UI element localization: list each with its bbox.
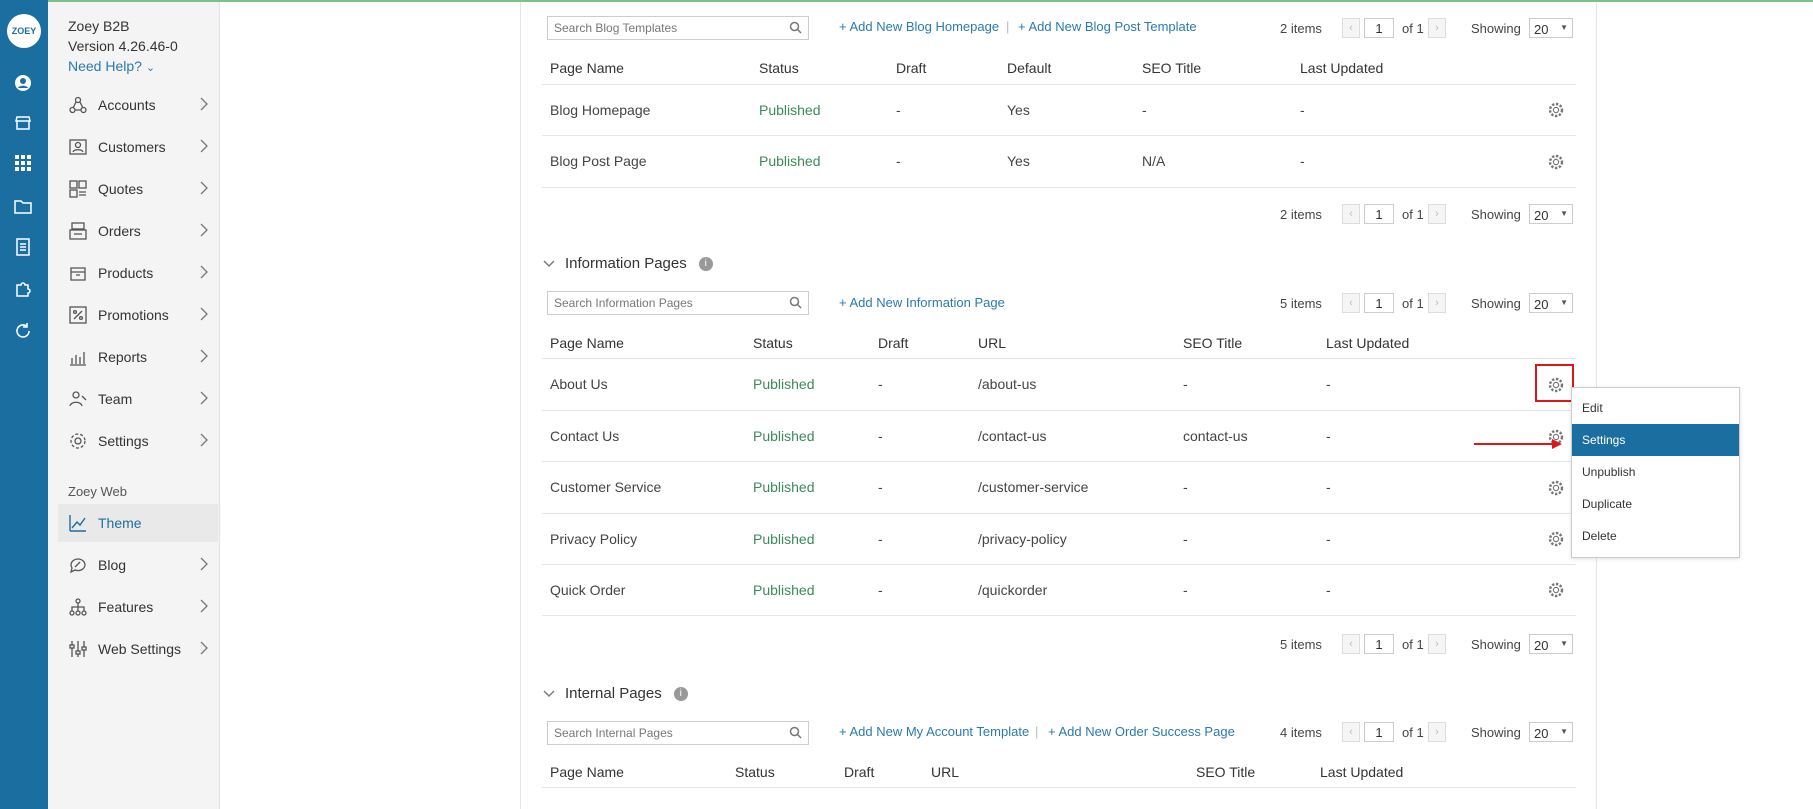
- draft-value: -: [878, 479, 883, 495]
- caret-down-icon: ▼: [1560, 727, 1568, 736]
- showing-label: Showing: [1471, 725, 1521, 740]
- team-icon: [68, 389, 88, 409]
- add-blog-post-template-link[interactable]: + Add New Blog Post Template: [1018, 19, 1197, 34]
- customers-icon: [68, 137, 88, 157]
- url-value: /about-us: [978, 376, 1037, 392]
- chevron-right-icon: [200, 599, 208, 616]
- info-icon[interactable]: i: [674, 687, 688, 701]
- info-pager-top: [1280, 293, 1575, 315]
- caret-down-icon: ▼: [1560, 209, 1568, 218]
- internal-pages-header[interactable]: [543, 685, 688, 702]
- sidebar-item-label: Settings: [98, 433, 149, 449]
- menu-item-duplicate[interactable]: Duplicate: [1582, 497, 1633, 511]
- search-placeholder: Search Blog Templates: [554, 21, 678, 35]
- item-count: 2 items: [1280, 21, 1322, 36]
- seo-title: -: [1183, 479, 1188, 495]
- url-value: /privacy-policy: [978, 531, 1067, 547]
- last-updated: -: [1326, 582, 1331, 598]
- draft-value: -: [896, 102, 901, 118]
- chevron-right-icon: [200, 349, 208, 366]
- per-page-select[interactable]: [1529, 293, 1573, 313]
- showing-label: Showing: [1471, 296, 1521, 311]
- per-page-value: 20: [1534, 208, 1549, 223]
- features-icon: [68, 597, 88, 617]
- last-updated: -: [1326, 479, 1331, 495]
- info-icon[interactable]: i: [699, 257, 713, 271]
- link-separator: |: [1035, 724, 1039, 739]
- folder-icon[interactable]: [12, 196, 34, 218]
- info-pager-bottom: [1280, 634, 1575, 656]
- next-page-button[interactable]: ›: [1428, 204, 1446, 224]
- prev-page-button[interactable]: ‹: [1342, 634, 1360, 654]
- column-header[interactable]: Page Name: [550, 764, 624, 780]
- draft-value: -: [896, 153, 901, 169]
- sidebar-item-label: Theme: [98, 515, 142, 531]
- sidebar-item-label: Customers: [98, 139, 166, 155]
- per-page-select[interactable]: [1529, 634, 1573, 654]
- divider: [542, 187, 1576, 188]
- column-header[interactable]: Draft: [896, 60, 927, 76]
- default-value: Yes: [1007, 153, 1030, 169]
- page-name[interactable]: Blog Homepage: [550, 102, 651, 118]
- icon-rail: [0, 0, 48, 809]
- column-header[interactable]: SEO Title: [1183, 335, 1243, 351]
- sidebar-item-label: Features: [98, 599, 154, 615]
- sidebar-item-team[interactable]: [68, 384, 208, 414]
- sidebar-item-label: Orders: [98, 223, 141, 239]
- theme-icon: [68, 513, 88, 533]
- grid-icon[interactable]: [12, 152, 34, 174]
- sidebar-item-promotions[interactable]: [68, 300, 208, 330]
- sidebar-item-label: Web Settings: [98, 641, 182, 657]
- puzzle-icon[interactable]: [12, 278, 34, 300]
- gear-icon[interactable]: [1547, 153, 1565, 171]
- page-input[interactable]: 1: [1364, 722, 1394, 742]
- page-name[interactable]: Privacy Policy: [550, 531, 638, 547]
- gear-icon[interactable]: [1547, 530, 1565, 548]
- per-page-value: 20: [1534, 22, 1549, 37]
- page-input[interactable]: 1: [1364, 204, 1394, 224]
- sidebar-item-orders[interactable]: [68, 216, 208, 246]
- settings-icon: [68, 431, 88, 451]
- column-header[interactable]: URL: [978, 335, 1007, 351]
- column-header[interactable]: Last Updated: [1326, 335, 1410, 351]
- last-updated: -: [1300, 153, 1305, 169]
- web-settings-icon: [68, 639, 88, 659]
- search-placeholder: Search Internal Pages: [554, 726, 673, 740]
- per-page-select[interactable]: [1529, 722, 1573, 742]
- per-page-value: 20: [1534, 297, 1549, 312]
- column-header[interactable]: Draft: [844, 764, 875, 780]
- next-page-button[interactable]: ›: [1428, 634, 1446, 654]
- column-header[interactable]: Default: [1007, 60, 1052, 76]
- sidebar-item-web-settings[interactable]: [68, 634, 208, 664]
- seo-title: -: [1183, 531, 1188, 547]
- add-order-success-page-link[interactable]: + Add New Order Success Page: [1048, 724, 1235, 739]
- prev-page-button[interactable]: ‹: [1342, 204, 1360, 224]
- menu-item-edit[interactable]: Edit: [1582, 401, 1603, 415]
- seo-title: -: [1183, 376, 1188, 392]
- next-page-button[interactable]: ›: [1428, 722, 1446, 742]
- blog-pager-top: [1280, 18, 1575, 40]
- page-name[interactable]: About Us: [550, 376, 608, 392]
- column-header[interactable]: Status: [753, 335, 793, 351]
- add-blog-homepage-link[interactable]: + Add New Blog Homepage: [839, 19, 1000, 34]
- status-published: Published: [753, 376, 815, 392]
- page-input[interactable]: 1: [1364, 634, 1394, 654]
- per-page-select[interactable]: [1529, 18, 1573, 38]
- divider: [542, 410, 1576, 411]
- store-icon[interactable]: [12, 112, 34, 134]
- divider: [542, 615, 1576, 616]
- section-title: Information Pages: [565, 255, 687, 272]
- search-icon[interactable]: [789, 296, 802, 312]
- sidebar-item-label: Reports: [98, 349, 148, 365]
- showing-label: Showing: [1471, 207, 1521, 222]
- page-total: of 1: [1402, 637, 1424, 652]
- page-input[interactable]: 1: [1364, 293, 1394, 313]
- chevron-right-icon: [200, 391, 208, 408]
- chevron-down-icon[interactable]: [543, 687, 555, 701]
- user-icon[interactable]: [12, 72, 34, 94]
- status-published: Published: [759, 102, 821, 118]
- draft-value: -: [878, 376, 883, 392]
- seo-title: -: [1142, 102, 1147, 118]
- draft-value: -: [878, 531, 883, 547]
- next-page-button[interactable]: ›: [1428, 18, 1446, 38]
- sidebar-item-accounts[interactable]: [68, 90, 208, 120]
- chevron-down-icon[interactable]: [543, 257, 555, 271]
- add-information-page-link[interactable]: + Add New Information Page: [839, 295, 1005, 310]
- zoey-logo[interactable]: ZOEY: [7, 14, 41, 48]
- status-published: Published: [753, 531, 815, 547]
- column-header[interactable]: Draft: [878, 335, 909, 351]
- column-header[interactable]: Status: [735, 764, 775, 780]
- chevron-right-icon: [200, 139, 208, 156]
- chevron-down-icon: ⌄: [145, 62, 156, 74]
- prev-page-button[interactable]: ‹: [1342, 293, 1360, 313]
- sidebar-item-label: Blog: [98, 557, 127, 573]
- per-page-value: 20: [1534, 638, 1549, 653]
- sidebar-item-label: Promotions: [98, 307, 169, 323]
- sidebar-item-label: Products: [98, 265, 154, 281]
- annotation-arrow: [1474, 436, 1564, 452]
- caret-down-icon: ▼: [1560, 23, 1568, 32]
- status-published: Published: [753, 582, 815, 598]
- gear-icon[interactable]: [1547, 581, 1565, 599]
- divider: [542, 135, 1576, 136]
- page-total: of 1: [1402, 725, 1424, 740]
- information-search-input[interactable]: [547, 291, 809, 315]
- accounts-icon: [68, 95, 88, 115]
- promotions-icon: [68, 305, 88, 325]
- url-value: /quickorder: [978, 582, 1048, 598]
- status-published: Published: [753, 428, 815, 444]
- need-help-link[interactable]: [68, 58, 155, 74]
- item-count: 5 items: [1280, 296, 1322, 311]
- next-page-button[interactable]: ›: [1428, 293, 1446, 313]
- gear-icon[interactable]: [1547, 101, 1565, 119]
- prev-page-button[interactable]: ‹: [1342, 722, 1360, 742]
- page-total: of 1: [1402, 207, 1424, 222]
- need-help-label: Need Help?: [68, 58, 142, 74]
- draft-value: -: [878, 582, 883, 598]
- gear-highlight-box: [1535, 364, 1574, 402]
- sidebar-item-reports[interactable]: [68, 342, 208, 372]
- page-name[interactable]: Blog Post Page: [550, 153, 647, 169]
- column-header[interactable]: Page Name: [550, 60, 624, 76]
- draft-value: -: [878, 428, 883, 444]
- link-separator: |: [1006, 19, 1010, 34]
- page-total: of 1: [1402, 21, 1424, 36]
- document-icon[interactable]: [12, 236, 34, 258]
- sidebar-item-label: Accounts: [98, 97, 156, 113]
- caret-down-icon: ▼: [1560, 639, 1568, 648]
- chevron-right-icon: [200, 641, 208, 658]
- section-title: Internal Pages: [565, 685, 662, 702]
- chevron-right-icon: [200, 433, 208, 450]
- internal-search-input[interactable]: [547, 721, 809, 745]
- divider: [542, 564, 1576, 565]
- column-header[interactable]: SEO Title: [1142, 60, 1202, 76]
- blog-search-input[interactable]: [547, 16, 809, 40]
- row-actions-menu: [1571, 387, 1740, 558]
- per-page-select[interactable]: [1529, 204, 1573, 224]
- divider: [542, 787, 1576, 788]
- divider: [542, 358, 1576, 359]
- app-name: Zoey B2B: [68, 18, 130, 34]
- menu-item-settings[interactable]: Settings: [1572, 424, 1739, 456]
- gear-icon[interactable]: [1547, 479, 1565, 497]
- quotes-icon: [68, 179, 88, 199]
- per-page-value: 20: [1534, 726, 1549, 741]
- column-header[interactable]: SEO Title: [1196, 764, 1256, 780]
- page-total: of 1: [1402, 296, 1424, 311]
- sidebar-item-blog[interactable]: [68, 550, 208, 580]
- url-value: /contact-us: [978, 428, 1047, 444]
- search-placeholder: Search Information Pages: [554, 296, 693, 310]
- section-label-zoey-web: Zoey Web: [68, 484, 128, 499]
- products-icon: [68, 263, 88, 283]
- seo-title: -: [1183, 582, 1188, 598]
- last-updated: -: [1326, 531, 1331, 547]
- item-count: 2 items: [1280, 207, 1322, 222]
- add-my-account-template-link[interactable]: + Add New My Account Template: [839, 724, 1030, 739]
- column-header[interactable]: URL: [931, 764, 960, 780]
- information-pages-header[interactable]: [543, 255, 713, 272]
- chevron-right-icon: [200, 181, 208, 198]
- item-count: 4 items: [1280, 725, 1322, 740]
- chevron-right-icon: [200, 265, 208, 282]
- status-published: Published: [753, 479, 815, 495]
- sidebar-item-features[interactable]: [68, 592, 208, 622]
- reports-icon: [68, 347, 88, 367]
- sidebar-item-theme[interactable]: [58, 504, 218, 542]
- chevron-right-icon: [200, 97, 208, 114]
- chevron-right-icon: [200, 557, 208, 574]
- last-updated: -: [1326, 376, 1331, 392]
- showing-label: Showing: [1471, 637, 1521, 652]
- item-count: 5 items: [1280, 637, 1322, 652]
- search-icon[interactable]: [789, 21, 802, 37]
- column-header[interactable]: Status: [759, 60, 799, 76]
- search-icon[interactable]: [789, 726, 802, 742]
- page-name[interactable]: Customer Service: [550, 479, 662, 495]
- menu-item-delete[interactable]: Delete: [1582, 529, 1617, 543]
- page-name[interactable]: Contact Us: [550, 428, 620, 444]
- column-header[interactable]: Page Name: [550, 335, 624, 351]
- divider: [542, 84, 1576, 85]
- page-name[interactable]: Quick Order: [550, 582, 626, 598]
- column-header[interactable]: Last Updated: [1300, 60, 1384, 76]
- last-updated: -: [1300, 102, 1305, 118]
- caret-down-icon: ▼: [1560, 298, 1568, 307]
- blog-icon: [68, 555, 88, 575]
- sidebar-item-products[interactable]: [68, 258, 208, 288]
- column-header[interactable]: Last Updated: [1320, 764, 1404, 780]
- internal-pager-top: [1280, 722, 1575, 744]
- default-value: Yes: [1007, 102, 1030, 118]
- chevron-right-icon: [200, 223, 208, 240]
- seo-title: N/A: [1142, 153, 1166, 169]
- sidebar: [48, 2, 220, 809]
- sidebar-item-customers[interactable]: [68, 132, 208, 162]
- app-version: Version 4.26.46-0: [68, 38, 178, 54]
- divider: [542, 513, 1576, 514]
- status-published: Published: [759, 153, 821, 169]
- chevron-right-icon: [200, 307, 208, 324]
- sidebar-item-label: Team: [98, 391, 133, 407]
- sidebar-item-quotes[interactable]: [68, 174, 208, 204]
- url-value: /customer-service: [978, 479, 1089, 495]
- menu-item-unpublish[interactable]: Unpublish: [1582, 465, 1636, 479]
- refresh-icon[interactable]: [12, 320, 34, 342]
- prev-page-button[interactable]: ‹: [1342, 18, 1360, 38]
- blog-pager-bottom: [1280, 204, 1575, 226]
- sidebar-item-settings[interactable]: [68, 426, 208, 456]
- last-updated: -: [1326, 428, 1331, 444]
- sidebar-item-label: Quotes: [98, 181, 144, 197]
- orders-icon: [68, 221, 88, 241]
- page-input[interactable]: 1: [1364, 18, 1394, 38]
- seo-title: contact-us: [1183, 428, 1248, 444]
- showing-label: Showing: [1471, 21, 1521, 36]
- divider: [542, 461, 1576, 462]
